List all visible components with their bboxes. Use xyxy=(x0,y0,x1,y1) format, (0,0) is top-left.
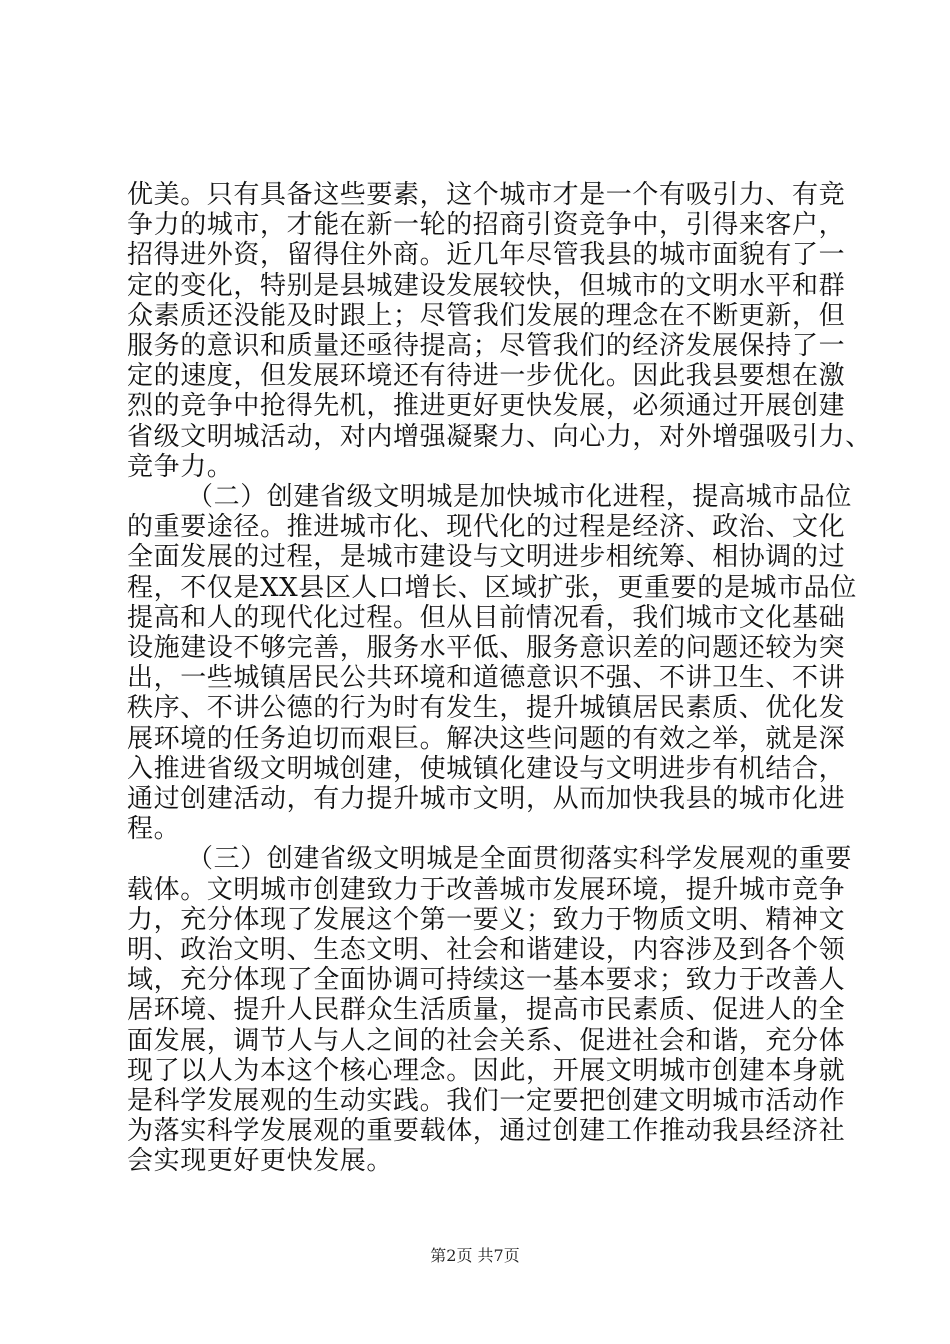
text-line: 定的变化，特别是县城建设发展较快，但城市的文明水平和群 xyxy=(127,270,846,301)
text-line: 烈的竞争中抢得先机，推进更好更快发展，必须通过开展创建 xyxy=(127,391,846,422)
text-line: 展环境的任务迫切而艰巨。解决这些问题的有效之举，就是深 xyxy=(127,723,846,754)
text-line: 服务的意识和质量还亟待提高；尽管我们的经济发展保持了一 xyxy=(127,331,846,361)
text-line: 力，充分体现了发展这个第一要义；致力于物质文明、精神文 xyxy=(127,904,846,935)
text-line: 招得进外资，留得住外商。近几年尽管我县的城市面貌有了一 xyxy=(127,240,846,271)
text-line: 省级文明城活动，对内增强凝聚力、向心力，对外增强吸引力、 xyxy=(127,421,872,452)
text-line: 定的速度，但发展环境还有待进一步优化。因此我县要想在激 xyxy=(127,361,846,392)
page-footer: 第2页 共7页 xyxy=(430,1246,520,1265)
text-line: 明、政治文明、生态文明、社会和谐建设，内容涉及到各个领 xyxy=(127,935,846,965)
text-line: 的重要途径。推进城市化、现代化的过程是经济、政治、文化 xyxy=(127,512,846,543)
text-line: 争力的城市，才能在新一轮的招商引资竞争中，引得来客户， xyxy=(127,210,846,241)
text-line: 提高和人的现代化过程。但从目前情况看，我们城市文化基础 xyxy=(127,602,846,633)
text-line: 出，一些城镇居民公共环境和道德意识不强、不讲卫生、不讲 xyxy=(127,663,846,694)
text-line: 程。 xyxy=(127,814,181,845)
text-line: 是科学发展观的生动实践。我们一定要把创建文明城市活动作 xyxy=(127,1086,846,1116)
text-line: 竞争力。 xyxy=(127,451,234,482)
text-line: 设施建设不够完善，服务水平低、服务意识差的问题还较为突 xyxy=(127,633,846,663)
text-line: 会实现更好更快发展。 xyxy=(127,1146,394,1177)
text-line: 为落实科学发展观的重要载体，通过创建工作推动我县经济社 xyxy=(127,1116,846,1147)
text-line: 优美。只有具备这些要素，这个城市才是一个有吸引力、有竞 xyxy=(127,180,846,210)
text-line: 居环境、提升人民群众生活质量，提高市民素质、促进人的全 xyxy=(127,995,846,1026)
text-line: 域，充分体现了全面协调可持续这一基本要求；致力于改善人 xyxy=(127,965,846,996)
text-line: 程，不仅是XX县区人口增长、区域扩张，更重要的是城市品位 xyxy=(127,572,857,603)
paragraph-heading-line: （三）创建省级文明城是全面贯彻落实科学发展观的重要 xyxy=(187,844,853,875)
text-line: 全面发展的过程，是城市建设与文明进步相统筹、相协调的过 xyxy=(127,542,846,573)
text-line: 入推进省级文明城创建，使城镇化建设与文明进步有机结合， xyxy=(127,753,846,784)
paragraph-heading-line: （二）创建省级文明城是加快城市化进程，提高城市品位 xyxy=(187,482,853,512)
text-line: 载体。文明城市创建致力于改善城市发展环境，提升城市竞争 xyxy=(127,874,846,905)
text-line: 现了以人为本这个核心理念。因此，开展文明城市创建本身就 xyxy=(127,1055,846,1086)
text-line: 众素质还没能及时跟上；尽管我们发展的理念在不断更新，但 xyxy=(127,300,846,331)
text-line: 通过创建活动，有力提升城市文明，从而加快我县的城市化进 xyxy=(127,784,846,814)
text-line: 面发展，调节人与人之间的社会关系、促进社会和谐，充分体 xyxy=(127,1025,846,1056)
text-line: 秩序、不讲公德的行为时有发生，提升城镇居民素质、优化发 xyxy=(127,693,846,724)
